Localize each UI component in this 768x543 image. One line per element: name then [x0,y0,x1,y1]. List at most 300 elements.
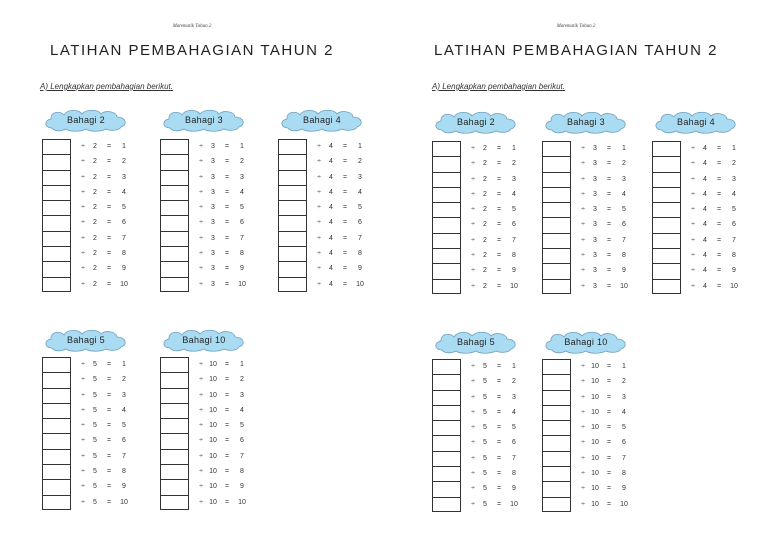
answer-box[interactable] [160,139,189,154]
answer-box[interactable] [432,141,461,156]
answer-box[interactable] [42,170,71,185]
answer-box[interactable] [652,187,681,202]
equation-text [468,187,522,202]
answer-box[interactable] [542,451,571,466]
answer-box[interactable] [542,497,571,512]
equals-sign: = [224,361,230,368]
answer-box[interactable] [160,200,189,215]
equation-text [578,359,632,374]
equation-text [578,420,632,435]
divide-sign: ÷ [471,236,475,244]
equals-sign: = [106,173,112,181]
quotient: 4 [358,188,362,196]
header-note: Matematik Tahun 2 [556,24,596,29]
quotient: 10 [120,498,128,506]
equals-sign: = [342,173,348,181]
divisor: 3 [211,280,215,288]
header-note: Matematik Tahun 2 [172,24,212,29]
equals-sign: = [224,265,230,273]
quotient: 10 [238,498,246,506]
answer-box[interactable] [652,202,681,217]
answer-box[interactable] [432,279,461,294]
equation-text [468,359,522,374]
answer-box[interactable] [542,390,571,405]
answer-box[interactable] [542,248,571,263]
equals-sign: = [496,252,502,260]
divide-sign: ÷ [81,173,85,181]
answer-box[interactable] [432,405,461,420]
answer-box[interactable] [432,481,461,496]
cloud-heading [432,110,520,134]
answer-box[interactable] [160,433,189,448]
divisor: 4 [703,267,707,275]
divide-sign: ÷ [81,437,85,445]
answer-box[interactable] [432,156,461,171]
divisor: 5 [93,376,97,384]
cloud-heading [42,328,130,352]
divisor: 4 [703,252,707,260]
answer-box[interactable] [542,217,571,232]
equals-sign: = [224,219,230,227]
answer-box[interactable] [42,277,71,292]
answer-box[interactable] [432,217,461,232]
quotient: 6 [732,221,736,229]
divisor: 10 [591,363,599,370]
quotient: 8 [122,250,126,258]
equals-sign: = [606,454,612,462]
answer-box[interactable] [542,481,571,496]
answer-box[interactable] [652,141,681,156]
quotient: 1 [732,145,736,152]
quotient: 1 [122,143,126,150]
answer-box[interactable] [542,187,571,202]
divide-sign: ÷ [81,376,85,384]
answer-box[interactable] [652,263,681,278]
quotient: 10 [356,280,364,288]
divide-sign: ÷ [471,160,475,168]
equation-text [578,172,632,187]
answer-box[interactable] [278,215,307,230]
divisor: 3 [593,160,597,168]
answer-box[interactable] [278,261,307,276]
answer-box[interactable] [160,357,189,372]
equation-text [78,464,132,479]
answer-box[interactable] [42,231,71,246]
divisor: 2 [483,190,487,198]
answer-box[interactable] [160,418,189,433]
quotient: 10 [730,282,738,290]
worksheet-page-right [384,0,768,543]
answer-box[interactable] [542,405,571,420]
group-label: Bahagi 10 [182,335,226,345]
divide-sign: ÷ [471,190,475,198]
quotient: 9 [240,483,244,491]
divisor: 2 [483,221,487,229]
answer-box[interactable] [160,464,189,479]
divisor: 4 [329,280,333,288]
equation-text [578,263,632,278]
divisor: 4 [329,219,333,227]
answer-box[interactable] [652,172,681,187]
divide-sign: ÷ [199,498,203,506]
equals-sign: = [606,485,612,493]
equals-sign: = [496,500,502,508]
equation-text [578,374,632,389]
divisor: 3 [593,190,597,198]
divide-sign: ÷ [581,424,585,432]
quotient: 7 [732,236,736,244]
equation-text [578,248,632,263]
equals-sign: = [342,204,348,212]
divisor: 2 [483,206,487,214]
answer-box[interactable] [160,403,189,418]
answer-box[interactable] [542,466,571,481]
answer-box[interactable] [432,233,461,248]
equals-sign: = [496,363,502,370]
answer-box[interactable] [42,185,71,200]
answer-box[interactable] [278,277,307,292]
equation-text [78,170,132,185]
answer-box[interactable] [160,154,189,169]
answer-box[interactable] [432,451,461,466]
answer-box[interactable] [278,139,307,154]
equation-text [78,372,132,387]
equals-sign: = [224,188,230,196]
equals-sign: = [606,424,612,432]
equals-sign: = [496,175,502,183]
equals-sign: = [224,498,230,506]
answer-box[interactable] [432,248,461,263]
answer-box[interactable] [42,388,71,403]
answer-box[interactable] [542,156,571,171]
answer-box[interactable] [432,187,461,202]
divisor: 3 [211,250,215,258]
answer-box[interactable] [42,418,71,433]
equation-text [78,479,132,494]
answer-box[interactable] [542,172,571,187]
answer-box[interactable] [432,172,461,187]
divisor: 5 [93,483,97,491]
answer-box[interactable] [42,403,71,418]
divide-sign: ÷ [471,408,475,416]
divide-sign: ÷ [317,219,321,227]
answer-box[interactable] [542,233,571,248]
equals-sign: = [606,282,612,290]
divide-sign: ÷ [81,265,85,273]
quotient: 6 [622,439,626,447]
answer-box[interactable] [42,154,71,169]
divisor: 2 [93,158,97,166]
divisor: 3 [593,252,597,260]
divisor: 10 [591,439,599,447]
equation-text [314,139,368,154]
divide-sign: ÷ [471,500,475,508]
equals-sign: = [716,267,722,275]
cloud-heading [542,110,630,134]
answer-box[interactable] [432,374,461,389]
quotient: 9 [512,485,516,493]
instruction-text: A) Lengkapkan pembahagian berikut. [432,82,565,91]
divide-sign: ÷ [581,485,585,493]
answer-box[interactable] [42,495,71,510]
equals-sign: = [606,160,612,168]
divide-sign: ÷ [199,391,203,399]
equation-text [196,200,250,215]
answer-box[interactable] [160,246,189,261]
equation-text [468,497,522,512]
answer-box[interactable] [432,263,461,278]
answer-box[interactable] [160,495,189,510]
equals-sign: = [224,143,230,150]
equals-sign: = [224,452,230,460]
quotient: 3 [122,391,126,399]
instruction-text: A) Lengkapkan pembahagian berikut. [40,82,173,91]
answer-box[interactable] [160,388,189,403]
answer-box[interactable] [42,479,71,494]
divisor: 5 [93,361,97,368]
answer-box[interactable] [160,449,189,464]
equation-text [314,185,368,200]
equation-text [78,403,132,418]
equals-sign: = [496,439,502,447]
group-label: Bahagi 10 [564,337,608,347]
divisor: 10 [591,485,599,493]
equals-sign: = [106,219,112,227]
divisor: 3 [211,234,215,242]
divide-sign: ÷ [199,234,203,242]
equation-text [468,374,522,389]
page-title: LATIHAN PEMBAHAGIAN TAHUN 2 [434,42,718,59]
answer-box[interactable] [432,497,461,512]
divisor: 5 [483,393,487,401]
answer-box[interactable] [160,170,189,185]
divide-sign: ÷ [199,219,203,227]
equation-text [78,357,132,372]
divisor: 5 [93,452,97,460]
divisor: 4 [329,143,333,150]
answer-box[interactable] [652,248,681,263]
equals-sign: = [224,173,230,181]
answer-box[interactable] [42,139,71,154]
equals-sign: = [496,454,502,462]
answer-box[interactable] [278,231,307,246]
quotient: 9 [622,267,626,275]
answer-box[interactable] [42,246,71,261]
equation-text [468,141,522,156]
answer-box[interactable] [278,200,307,215]
divide-sign: ÷ [581,363,585,370]
answer-box[interactable] [542,263,571,278]
answer-box[interactable] [432,390,461,405]
divide-sign: ÷ [199,280,203,288]
equation-text [196,449,250,464]
equation-text [578,187,632,202]
answer-box[interactable] [652,217,681,232]
quotient: 2 [358,158,362,166]
answer-box[interactable] [542,374,571,389]
equals-sign: = [496,485,502,493]
equals-sign: = [606,393,612,401]
answer-box[interactable] [42,200,71,215]
divisor: 3 [593,175,597,183]
answer-box[interactable] [42,357,71,372]
equals-sign: = [224,468,230,476]
answer-box[interactable] [160,231,189,246]
quotient: 4 [122,406,126,414]
equation-text [688,141,742,156]
answer-box[interactable] [160,215,189,230]
equals-sign: = [606,439,612,447]
equals-sign: = [716,252,722,260]
answer-box[interactable] [278,170,307,185]
answer-box[interactable] [652,279,681,294]
equals-sign: = [606,221,612,229]
equation-text [578,497,632,512]
group-label: Bahagi 5 [67,335,105,345]
answer-box[interactable] [542,141,571,156]
equation-text [78,418,132,433]
quotient: 4 [240,406,244,414]
answer-box[interactable] [652,233,681,248]
divide-sign: ÷ [199,173,203,181]
divide-sign: ÷ [81,143,85,150]
answer-box[interactable] [42,372,71,387]
group-label: Bahagi 5 [457,337,495,347]
divisor: 4 [703,145,707,152]
divisor: 5 [483,363,487,370]
equation-text [578,141,632,156]
answer-box[interactable] [542,279,571,294]
equation-text [578,233,632,248]
divide-sign: ÷ [691,236,695,244]
answer-box[interactable] [542,435,571,450]
answer-box[interactable] [432,420,461,435]
answer-box[interactable] [432,202,461,217]
divide-sign: ÷ [199,204,203,212]
equation-text [688,279,742,294]
equals-sign: = [496,267,502,275]
answer-box[interactable] [432,435,461,450]
divisor: 5 [483,485,487,493]
answer-box[interactable] [42,449,71,464]
divisor: 5 [483,439,487,447]
answer-box[interactable] [278,185,307,200]
divisor: 10 [591,408,599,416]
divide-sign: ÷ [691,145,695,152]
equals-sign: = [606,175,612,183]
answer-box[interactable] [278,154,307,169]
equals-sign: = [224,250,230,258]
equals-sign: = [716,282,722,290]
answer-box[interactable] [432,466,461,481]
answer-box[interactable] [160,479,189,494]
equals-sign: = [224,234,230,242]
divisor: 5 [93,391,97,399]
divisor: 3 [593,236,597,244]
answer-box[interactable] [160,261,189,276]
divide-sign: ÷ [199,437,203,445]
divide-sign: ÷ [317,173,321,181]
group-label: Bahagi 4 [303,115,341,125]
equation-text [196,479,250,494]
answer-box[interactable] [42,261,71,276]
divisor: 10 [209,468,217,476]
equation-text [468,233,522,248]
equals-sign: = [106,158,112,166]
equation-text [688,172,742,187]
divide-sign: ÷ [471,454,475,462]
divisor: 4 [703,206,707,214]
quotient: 5 [122,422,126,430]
equation-text [196,464,250,479]
quotient: 3 [622,393,626,401]
answer-box[interactable] [42,433,71,448]
divisor: 5 [93,422,97,430]
answer-box[interactable] [160,372,189,387]
equals-sign: = [496,282,502,290]
divide-sign: ÷ [81,406,85,414]
answer-box[interactable] [160,277,189,292]
divide-sign: ÷ [581,175,585,183]
divide-sign: ÷ [81,422,85,430]
answer-box[interactable] [432,359,461,374]
equals-sign: = [606,206,612,214]
divisor: 3 [593,221,597,229]
answer-box[interactable] [652,156,681,171]
equation-text [78,231,132,246]
answer-box[interactable] [278,246,307,261]
answer-box[interactable] [542,202,571,217]
equation-text [196,277,250,292]
quotient: 4 [240,188,244,196]
equals-sign: = [606,267,612,275]
quotient: 1 [512,145,516,152]
divide-sign: ÷ [691,221,695,229]
quotient: 9 [512,267,516,275]
divide-sign: ÷ [199,483,203,491]
answer-box[interactable] [542,359,571,374]
divisor: 3 [211,158,215,166]
divisor: 10 [209,406,217,414]
answer-box[interactable] [42,464,71,479]
divide-sign: ÷ [199,422,203,430]
cloud-heading [160,108,248,132]
divide-sign: ÷ [691,206,695,214]
equals-sign: = [496,393,502,401]
answer-box[interactable] [160,185,189,200]
quotient: 1 [622,363,626,370]
divisor: 2 [483,252,487,260]
divisor: 3 [593,267,597,275]
answer-box[interactable] [542,420,571,435]
divisor: 2 [93,219,97,227]
equals-sign: = [106,437,112,445]
divide-sign: ÷ [471,175,475,183]
divide-sign: ÷ [81,361,85,368]
quotient: 6 [122,437,126,445]
divisor: 10 [591,500,599,508]
group-label: Bahagi 3 [567,117,605,127]
answer-box[interactable] [42,215,71,230]
divide-sign: ÷ [471,485,475,493]
quotient: 6 [240,219,244,227]
divisor: 2 [93,280,97,288]
quotient: 1 [122,361,126,368]
divide-sign: ÷ [317,158,321,166]
divisor: 5 [483,500,487,508]
divide-sign: ÷ [581,221,585,229]
equals-sign: = [496,378,502,386]
